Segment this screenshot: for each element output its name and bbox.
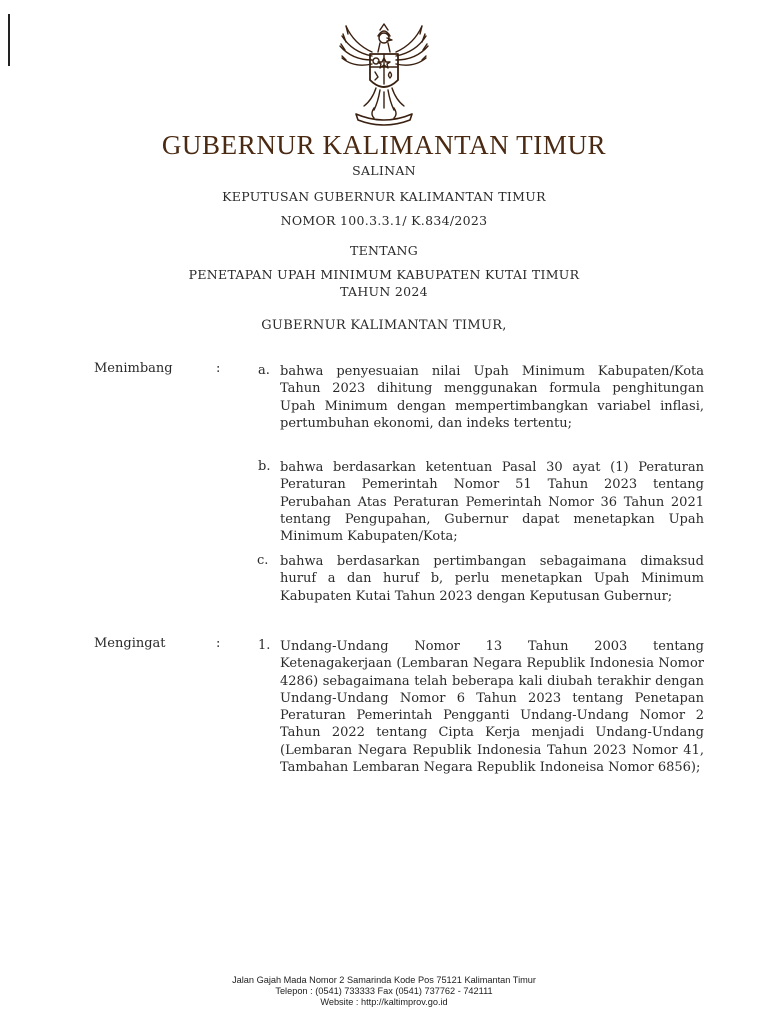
footer-phone: Telepon : (0541) 733333 Fax (0541) 737762 - 742111 (275, 986, 493, 996)
menimbang-label: Menimbang (94, 361, 173, 376)
subject-line-1: PENETAPAN UPAH MINIMUM KABUPATEN KUTAI TIMUR (188, 267, 580, 282)
governor-letterhead-title: GUBERNUR KALIMANTAN TIMUR (161, 130, 607, 160)
mengingat-item-marker: 1. (258, 638, 271, 653)
garuda-emblem-icon (334, 22, 434, 128)
decree-title: KEPUTUSAN GUBERNUR KALIMANTAN TIMUR (222, 189, 546, 204)
decree-number: NOMOR 100.3.3.1/ K.834/2023 (280, 213, 488, 228)
subject-line-2: TAHUN 2024 (340, 284, 428, 299)
footer-address: Jalan Gajah Mada Nomor 2 Samarinda Kode Pos 75121 Kalimantan Timur (232, 975, 536, 985)
authority-line: GUBERNUR KALIMANTAN TIMUR, (261, 318, 507, 333)
copy-label: SALINAN (352, 163, 416, 178)
menimbang-item-marker: a. (258, 363, 270, 378)
menimbang-item-text: bahwa penyesuaian nilai Upah Minimum Kabupaten/Kota Tahun 2023 dihitung menggunakan formula penghitungan Upah Minimum dengan mempertimbangkan variabel inflasi, pertumbuhan ekonomi, dan indeks tertentu; (280, 364, 704, 431)
menimbang-colon: : (216, 361, 221, 376)
menimbang-item-text: bahwa berdasarkan pertimbangan sebagaimana dimaksud huruf a dan huruf b, perlu menetapkan Upah Minimum Kabupaten Kutai Tahun 2023 dengan Keputusan Gubernur; (280, 554, 704, 604)
mengingat-label: Mengingat (94, 636, 166, 651)
scan-edge-line (8, 14, 10, 66)
menimbang-item-text: bahwa berdasarkan ketentuan Pasal 30 ayat (1) Peraturan Peraturan Pemerintah Nomor 51 Tahun 2023 tentang Perubahan Atas Peraturan Pemerintah Nomor 36 Tahun 2021 tentang Pengupahan, Gubernur dapat menetapkan Upah Minimum Kabupaten/Kota; (280, 460, 704, 545)
mengingat-item-text: Undang-Undang Nomor 13 Tahun 2003 tentang Ketenagakerjaan (Lembaran Negara Republik Indonesia Nomor 4286) sebagaimana telah beberapa kali diubah terakhir dengan Undang-Undang Nomor 6 Tahun 2023 tentang Penetapan Peraturan Pemerintah Pengganti Undang-Undang Nomor 2 Tahun 2022 tentang Cipta Kerja menjadi Undang-Undang (Lembaran Negara Republik Indonesia Tahun 2023 Nomor 41, Tambahan Lembaran Negara Republik Indoneisa Nomor 6856); (280, 639, 704, 776)
menimbang-item-marker: b. (258, 459, 271, 474)
mengingat-colon: : (216, 636, 221, 651)
about-label: TENTANG (349, 243, 419, 258)
footer-website: Website : http://kaltimprov.go.id (320, 997, 448, 1007)
menimbang-item-marker: c. (257, 553, 269, 568)
